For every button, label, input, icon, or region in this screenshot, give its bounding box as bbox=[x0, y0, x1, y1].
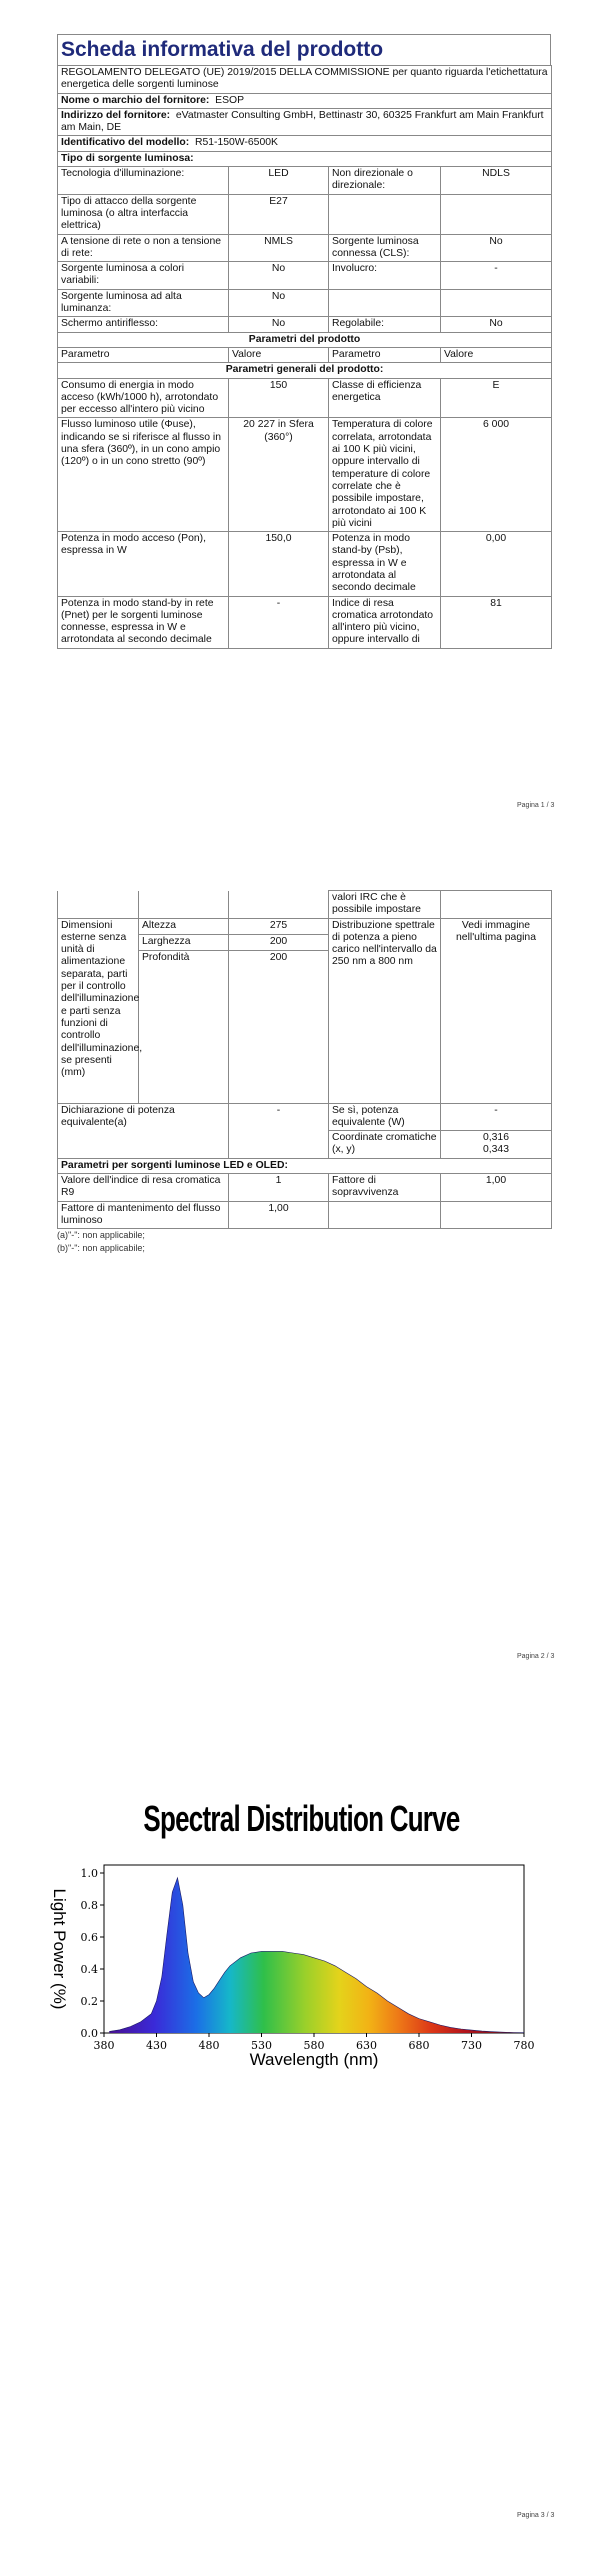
row-label: Sorgente luminosa connessa (CLS): bbox=[329, 234, 441, 262]
x-tick-label: 780 bbox=[513, 2039, 535, 2052]
param-label: Flusso luminoso utile (Φuse), indicando se si riferisce al flusso in una sfera (360º), in un cono ampio (120º) o in un cono stretto (90º) bbox=[58, 418, 229, 532]
page-title: Scheda informativa del prodotto bbox=[57, 34, 551, 65]
spectral-value: Vedi immagine nell'ultima pagina bbox=[441, 918, 552, 1103]
chromaticity-label: Coordinate cromatiche (x, y) bbox=[329, 1131, 441, 1159]
product-sheet-page-1 bbox=[57, 34, 551, 649]
row-value: No bbox=[441, 317, 552, 332]
source-type-label: Tipo di sorgente luminosa: bbox=[58, 151, 552, 166]
param-value: 6 000 bbox=[441, 418, 552, 532]
row-value bbox=[441, 194, 552, 234]
model-value: R51-150W-6500K bbox=[194, 137, 278, 149]
supplier-row bbox=[58, 93, 552, 108]
footnote-a: (a)"-": non applicabile; bbox=[57, 1230, 145, 1241]
row-value: - bbox=[441, 262, 552, 290]
y-axis-ticks bbox=[81, 1867, 105, 2040]
row-value: No bbox=[229, 289, 329, 317]
model-label: Identificativo del modello: bbox=[61, 137, 190, 149]
model-row bbox=[58, 136, 552, 151]
x-tick-label: 530 bbox=[251, 2039, 272, 2052]
led-params-header: Parametri per sorgenti luminose LED e OLED: bbox=[58, 1158, 552, 1173]
cri-continued: valori IRC che è possibile impostare bbox=[329, 891, 441, 919]
row-label: Regolabile: bbox=[329, 317, 441, 332]
spectral-label: Distribuzione spettrale di potenza a pieno carico nell'intervallo da 250 nm a 800 nm bbox=[329, 918, 441, 1103]
param-value: 150 bbox=[229, 378, 329, 418]
row-label: Sorgente luminosa a colori variabili: bbox=[58, 262, 229, 290]
footnote-b: (b)"-": non applicabile; bbox=[57, 1243, 145, 1254]
product-params-header: Parametri del prodotto bbox=[58, 332, 552, 347]
address-label: Indirizzo del fornitore: bbox=[61, 109, 171, 121]
table-row bbox=[58, 532, 552, 596]
dimension-name: Altezza bbox=[139, 918, 229, 934]
row-label: Tecnologia d'illuminazione: bbox=[58, 167, 229, 195]
spectrum-area bbox=[109, 1878, 524, 2033]
x-axis-label: Wavelength (nm) bbox=[249, 2050, 379, 2069]
page-number: Pagina 3 / 3 bbox=[517, 2512, 555, 2519]
row-label: Sorgente luminosa ad alta luminanza: bbox=[58, 289, 229, 317]
row-label: Tipo di attacco della sorgente luminosa (o altra interfaccia elettrica) bbox=[58, 194, 229, 234]
equivalent-w-label: Se sì, potenza equivalente (W) bbox=[329, 1103, 441, 1131]
y-axis-label: Light Power (%) bbox=[50, 1888, 69, 2010]
row-value: No bbox=[229, 262, 329, 290]
param-label: Consumo di energia in modo acceso (kWh/1000 h), arrotondato per eccesso all'intero più vicino bbox=[58, 378, 229, 418]
y-tick-label: 0.6 bbox=[80, 1931, 98, 1944]
row-value: NMLS bbox=[229, 234, 329, 262]
chart-title: Spectral Distribution Curve bbox=[143, 1798, 460, 1839]
x-tick-label: 380 bbox=[93, 2039, 115, 2052]
param-label: Potenza in modo stand-by (Psb), espressa in W e arrotondata al secondo decimale bbox=[329, 532, 441, 596]
table-row bbox=[58, 317, 552, 332]
param-label: Potenza in modo acceso (Pon), espressa in W bbox=[58, 532, 229, 596]
param-value: 81 bbox=[441, 596, 552, 648]
maintenance-value: 1,00 bbox=[229, 1201, 329, 1229]
supplier-label: Nome o marchio del fornitore: bbox=[61, 94, 210, 106]
table-row bbox=[58, 194, 552, 234]
param-label: Potenza in modo stand-by in rete (Pnet) per le sorgenti luminose connesse, espressa in W e arrotondata al secondo decimale bbox=[58, 596, 229, 648]
page-number: Pagina 2 / 3 bbox=[517, 1653, 555, 1660]
y-tick-label: 0.2 bbox=[80, 1995, 98, 2008]
row-value: LED bbox=[229, 167, 329, 195]
param-value: - bbox=[229, 596, 329, 648]
x-tick-label: 630 bbox=[356, 2039, 377, 2052]
row-value: NDLS bbox=[441, 167, 552, 195]
supplier-value: ESOP bbox=[215, 94, 245, 106]
x-tick-label: 680 bbox=[408, 2039, 430, 2052]
col-header-param: Parametro bbox=[58, 347, 229, 362]
row-label bbox=[329, 289, 441, 317]
x-tick-label: 430 bbox=[146, 2039, 167, 2052]
equivalent-w-value: - bbox=[441, 1103, 552, 1131]
table-row bbox=[58, 378, 552, 418]
row-label: Schermo antiriflesso: bbox=[58, 317, 229, 332]
row-value: No bbox=[229, 317, 329, 332]
y-tick-label: 0.0 bbox=[80, 2027, 98, 2040]
info-table bbox=[57, 65, 552, 649]
col-header-value: Valore bbox=[229, 347, 329, 362]
dimension-value: 200 bbox=[229, 934, 329, 950]
equivalent-power-text: Dichiarazione di potenza equivalente(a) bbox=[61, 1104, 175, 1128]
chromaticity-y: 0,343 bbox=[482, 1144, 509, 1156]
row-label bbox=[329, 194, 441, 234]
page-number: Pagina 1 / 3 bbox=[517, 802, 555, 809]
table-row bbox=[58, 234, 552, 262]
param-label: Classe di efficienza energetica bbox=[329, 378, 441, 418]
col-header-param: Parametro bbox=[329, 347, 441, 362]
equivalent-power-value: - bbox=[229, 1103, 329, 1158]
table-row bbox=[58, 596, 552, 648]
dimension-name: Larghezza bbox=[139, 934, 229, 950]
address-row bbox=[58, 108, 552, 136]
info-table-continued bbox=[57, 890, 552, 1229]
y-tick-label: 0.8 bbox=[80, 1899, 98, 1912]
dimensions-label: Dimensioni esterne senza unità di alimentazione separata, parti per il controllo dell'illuminazione e parti senza funzioni di controllo dell'illuminazione, se presenti (mm) bbox=[58, 918, 139, 1103]
table-row bbox=[58, 167, 552, 195]
table-row bbox=[58, 418, 552, 532]
param-label: Temperatura di colore correlata, arrotondata ai 100 K più vicini, oppure intervallo di temperature di colore correlate che è possibile impostare, arrotondato ai 100 K più vicini bbox=[329, 418, 441, 532]
param-value: 150,0 bbox=[229, 532, 329, 596]
table-row bbox=[58, 289, 552, 317]
chromaticity-value bbox=[441, 1131, 552, 1159]
regulation-text: REGOLAMENTO DELEGATO (UE) 2019/2015 DELLA COMMISSIONE per quanto riguarda l'etichettatura energetica delle sorgenti luminose bbox=[58, 66, 552, 94]
x-tick-label: 480 bbox=[198, 2039, 220, 2052]
y-tick-label: 1.0 bbox=[80, 1867, 98, 1880]
row-label: Non direzionale o direzionale: bbox=[329, 167, 441, 195]
y-tick-label: 0.4 bbox=[80, 1963, 98, 1976]
x-tick-label: 580 bbox=[303, 2039, 325, 2052]
survival-label: Fattore di sopravvivenza bbox=[329, 1174, 441, 1202]
maintenance-label: Fattore di mantenimento del flusso luminoso bbox=[58, 1201, 229, 1229]
dimension-name: Profondità bbox=[139, 950, 229, 1103]
row-value: E27 bbox=[229, 194, 329, 234]
param-value: 0,00 bbox=[441, 532, 552, 596]
param-value: E bbox=[441, 378, 552, 418]
col-header-value: Valore bbox=[441, 347, 552, 362]
row-value: No bbox=[441, 234, 552, 262]
survival-value: 1,00 bbox=[441, 1174, 552, 1202]
dimension-value: 200 bbox=[229, 950, 329, 1103]
param-label: Indice di resa cromatica arrotondato all'intero più vicino, oppure intervallo di bbox=[329, 596, 441, 648]
row-value bbox=[441, 289, 552, 317]
dimension-value: 275 bbox=[229, 918, 329, 934]
r9-label: Valore dell'indice di resa cromatica R9 bbox=[58, 1174, 229, 1202]
address-value: eVatmaster Consulting GmbH, Bettinastr 30, 60325 Frankfurt am Main Frankfurt am Main, DE bbox=[61, 109, 544, 134]
general-params-header: Parametri generali del prodotto: bbox=[58, 363, 552, 378]
product-sheet-page-2 bbox=[57, 890, 551, 1255]
r9-value: 1 bbox=[229, 1174, 329, 1202]
x-tick-label: 730 bbox=[461, 2039, 482, 2052]
equivalent-power-label bbox=[58, 1103, 229, 1158]
spectral-chart bbox=[40, 1855, 560, 2070]
param-value: 20 227 in Sfera (360°) bbox=[229, 418, 329, 532]
table-row bbox=[58, 262, 552, 290]
row-label: A tensione di rete o non a tensione di rete: bbox=[58, 234, 229, 262]
row-label: Involucro: bbox=[329, 262, 441, 290]
chromaticity-x: 0,316 bbox=[482, 1132, 509, 1144]
